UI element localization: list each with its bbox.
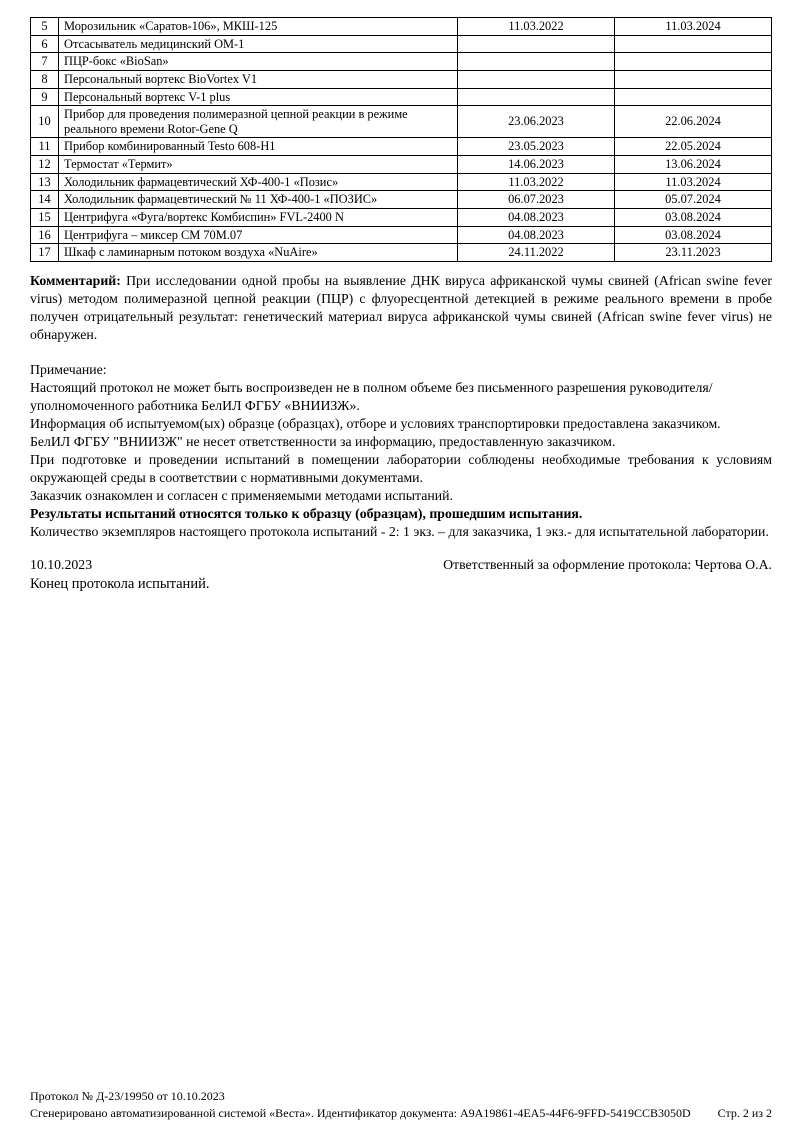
verification-end-date	[615, 70, 772, 88]
equipment-name: Прибор комбинированный Testo 608-H1	[59, 138, 458, 156]
verification-date: 23.06.2023	[458, 106, 615, 138]
row-number: 13	[31, 173, 59, 191]
verification-end-date: 22.06.2024	[615, 106, 772, 138]
row-number: 10	[31, 106, 59, 138]
table-row	[31, 138, 772, 156]
notes-list	[30, 379, 772, 541]
verification-end-date: 11.03.2024	[615, 173, 772, 191]
row-number: 7	[31, 53, 59, 71]
row-number: 8	[31, 70, 59, 88]
equipment-name: Термостат «Термит»	[59, 156, 458, 174]
footer-generated-info: Сгенерировано автоматизированной системой «Веста». Идентификатор документа: A9A19861-4EA5-44F6-9FFD-5419CCB3050D	[30, 1106, 691, 1120]
row-number: 12	[31, 156, 59, 174]
verification-end-date: 13.06.2024	[615, 156, 772, 174]
verification-date: 04.08.2023	[458, 226, 615, 244]
equipment-name: ПЦР-бокс «BioSan»	[59, 53, 458, 71]
verification-date: 11.03.2022	[458, 18, 615, 36]
verification-date: 14.06.2023	[458, 156, 615, 174]
row-number: 16	[31, 226, 59, 244]
equipment-name: Персональный вортекс V-1 plus	[59, 88, 458, 106]
note-line: Количество экземпляров настоящего протокола испытаний - 2: 1 экз. – для заказчика, 1 экз.- для испытательной лаборатории.	[30, 523, 769, 539]
equipment-name: Морозильник «Саратов-106», МКШ-125	[59, 18, 458, 36]
table-row	[31, 191, 772, 209]
equipment-table-body	[31, 18, 772, 262]
equipment-name: Прибор для проведения полимеразной цепной реакции в режиме реального времени Rotor-Gene Q	[59, 106, 458, 138]
responsible-person: Ответственный за оформление протокола: Чертова О.А.	[443, 556, 772, 572]
verification-end-date: 11.03.2024	[615, 18, 772, 36]
footer-page-number: Стр. 2 из 2	[717, 1106, 772, 1120]
equipment-name: Холодильник фармацевтический № 11 ХФ-400-1 «ПОЗИС»	[59, 191, 458, 209]
table-row	[31, 88, 772, 106]
table-row	[31, 173, 772, 191]
verification-date	[458, 35, 615, 53]
verification-date: 24.11.2022	[458, 244, 615, 262]
table-row	[31, 156, 772, 174]
table-row	[31, 70, 772, 88]
equipment-table	[30, 17, 772, 262]
verification-end-date	[615, 88, 772, 106]
table-row	[31, 53, 772, 71]
verification-end-date: 22.05.2024	[615, 138, 772, 156]
signature-row	[30, 556, 772, 574]
note-line: Заказчик ознакомлен и согласен с применяемыми методами испытаний.	[30, 487, 453, 503]
comment-text: При исследовании одной пробы на выявление ДНК вируса африканской чумы свиней (African swine fever virus) методом полимеразной цепной реакции (ПЦР) с флуоресцентной детекцией в режиме реального времени в пробе получен отрицательный результат: генетический материал вируса африканской чумы свиней (African swine fever virus) не обнаружен.	[30, 272, 772, 342]
verification-date	[458, 88, 615, 106]
equipment-name: Шкаф с ламинарным потоком воздуха «NuAire»	[59, 244, 458, 262]
verification-end-date	[615, 53, 772, 71]
row-number: 9	[31, 88, 59, 106]
comment-paragraph	[30, 272, 772, 344]
equipment-name: Центрифуга «Фуга/вортекс Комбиспин» FVL-2400 N	[59, 208, 458, 226]
note-line: Настоящий протокол не может быть воспроизведен не в полном объеме без письменного разрешения руководителя/уполномоченного работника БелИЛ ФГБУ «ВНИИЗЖ».	[30, 379, 713, 413]
row-number: 6	[31, 35, 59, 53]
protocol-date: 10.10.2023	[30, 556, 93, 572]
verification-date: 06.07.2023	[458, 191, 615, 209]
comment-label: Комментарий:	[30, 272, 121, 288]
equipment-name: Персональный вортекс BioVortex V1	[59, 70, 458, 88]
verification-date: 11.03.2022	[458, 173, 615, 191]
note-line: БелИЛ ФГБУ "ВНИИЗЖ" не несет ответственности за информацию, предоставленную заказчиком.	[30, 433, 616, 449]
equipment-name: Центрифуга – миксер СМ 70М.07	[59, 226, 458, 244]
note-line: Результаты испытаний относятся только к образцу (образцам), прошедшим испытания.	[30, 505, 583, 521]
verification-end-date: 03.08.2024	[615, 226, 772, 244]
row-number: 15	[31, 208, 59, 226]
equipment-name: Холодильник фармацевтический ХФ-400-1 «Позис»	[59, 173, 458, 191]
table-row	[31, 106, 772, 138]
row-number: 5	[31, 18, 59, 36]
notes-block	[30, 361, 772, 541]
end-of-protocol-line: Конец протокола испытаний.	[30, 575, 210, 592]
verification-end-date	[615, 35, 772, 53]
notes-heading: Примечание:	[30, 361, 107, 377]
table-row	[31, 244, 772, 262]
row-number: 14	[31, 191, 59, 209]
verification-date: 04.08.2023	[458, 208, 615, 226]
footer-protocol-number: Протокол № Д-23/19950 от 10.10.2023	[30, 1089, 225, 1103]
table-row	[31, 226, 772, 244]
verification-date	[458, 53, 615, 71]
verification-date	[458, 70, 615, 88]
verification-date: 23.05.2023	[458, 138, 615, 156]
note-line: При подготовке и проведении испытаний в помещении лаборатории соблюдены необходимые требования к условиям окружающей среды в соответствии с нормативными документами.	[30, 451, 772, 485]
equipment-name: Отсасыватель медицинский ОМ-1	[59, 35, 458, 53]
table-row	[31, 208, 772, 226]
table-row	[31, 35, 772, 53]
verification-end-date: 23.11.2023	[615, 244, 772, 262]
row-number: 11	[31, 138, 59, 156]
note-line: Информация об испытуемом(ых) образце (образцах), отборе и условиях транспортировки предоставлена заказчиком.	[30, 415, 721, 431]
verification-end-date: 05.07.2024	[615, 191, 772, 209]
page-footer	[30, 1088, 772, 1122]
row-number: 17	[31, 244, 59, 262]
table-row	[31, 18, 772, 36]
verification-end-date: 03.08.2024	[615, 208, 772, 226]
